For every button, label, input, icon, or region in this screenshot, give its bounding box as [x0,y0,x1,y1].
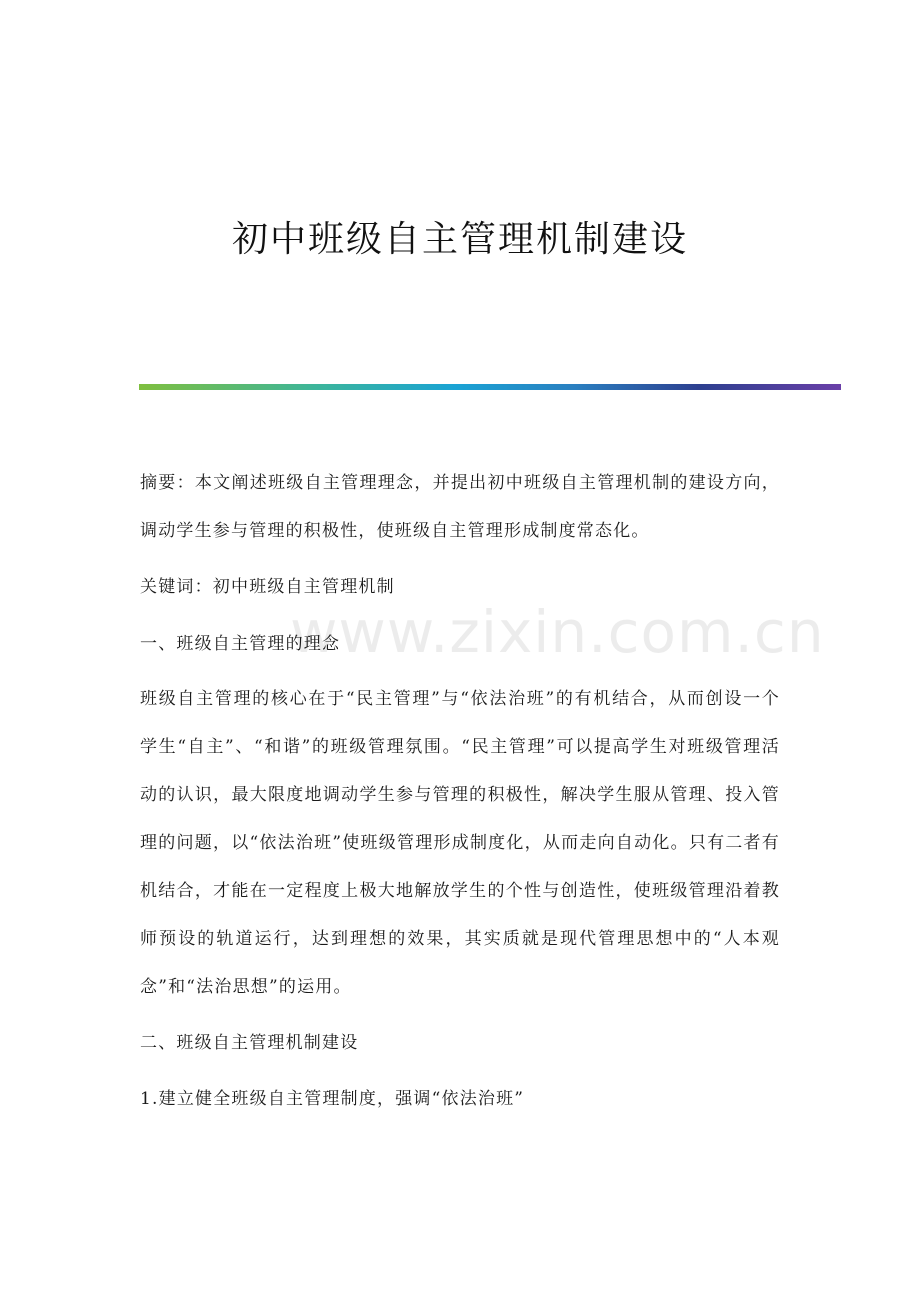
title-divider [139,384,841,390]
abstract-paragraph: 摘要：本文阐述班级自主管理理念，并提出初中班级自主管理机制的建设方向，调动学生参与管理的积极性，使班级自主管理形成制度常态化。 [140,473,780,541]
section-1-paragraph: 班级自主管理的核心在于“民主管理”与“依法治班”的有机结合，从而创设一个学生“自主”、“和谐”的班级管理氛围。“民主管理”可以提高学生对班级管理活动的认识，最大限度地调动学生参与管理的积极性，解决学生服从管理、投入管理的问题，以“依法治班”使班级管理形成制度化，从而走向自动化。只有二者有机结合，才能在一定程度上极大地解放学生的个性与创造性，使班级管理沿着教师预设的轨道运行，达到理想的效果，其实质就是现代管理思想中的“人本观念”和“法治思想”的运用。 [140,689,780,997]
document-title: 初中班级自主管理机制建设 [231,219,688,260]
section-heading-2: 二、班级自主管理机制建设 [140,1033,359,1053]
keywords-line: 关键词：初中班级自主管理机制 [140,577,395,597]
subsection-heading-1: 1.建立健全班级自主管理制度，强调“依法治班” [140,1089,525,1109]
watermark-text: www.zixin.com.cn [290,598,825,666]
section-heading-1: 一、班级自主管理的理念 [140,634,341,654]
